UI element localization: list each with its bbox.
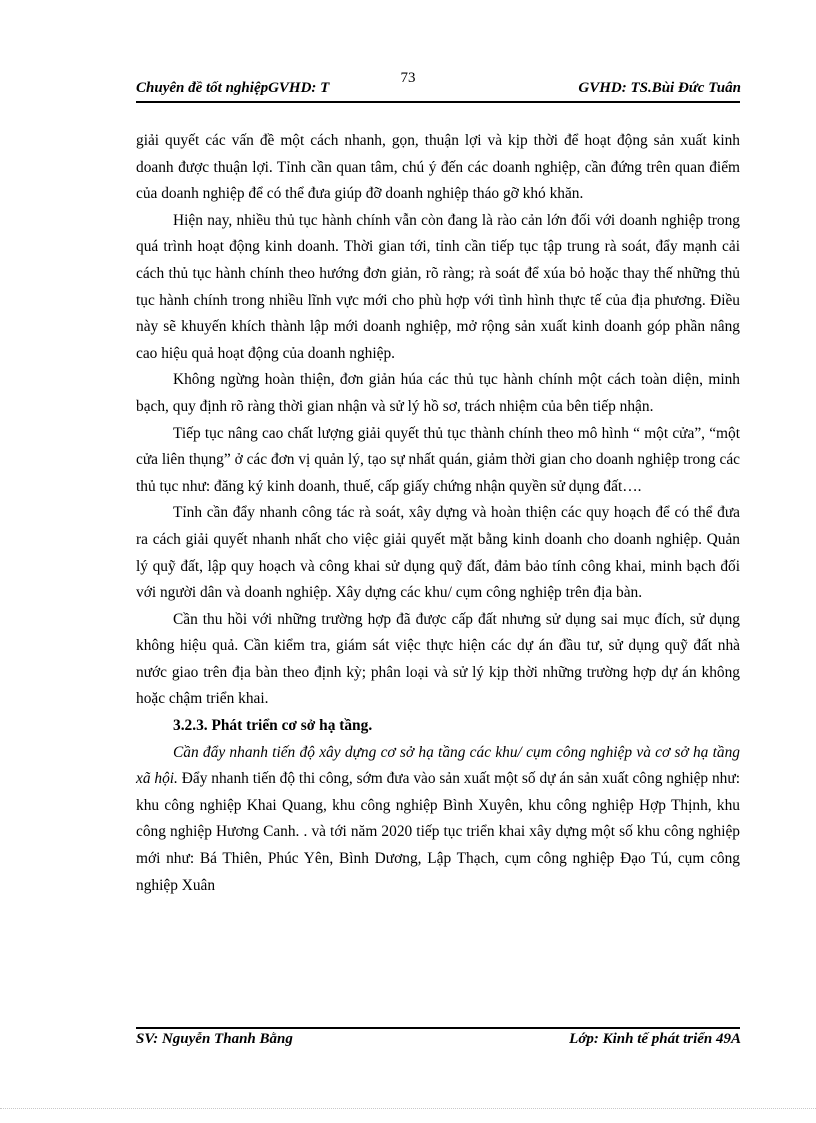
header-topic: Chuyên đề tốt nghiệpGVHD: T <box>136 80 330 96</box>
paragraph-2: Hiện nay, nhiều thủ tục hành chính vẫn còn đang là rào cản lớn đối với doanh nghiệp trong quá trình hoạt động kinh doanh. Thời gian tới, tỉnh cần tiếp tục tập trung rà soát, đẩy mạnh cải cách thủ tục hành chính theo hướng đơn giản, rõ ràng; rà soát để xúa bỏ hoặc thay thế những thủ tục hành chính trong nhiều lĩnh vực mới cho phù hợp với tình hình thực tế của địa phương. Điều này sẽ khuyến khích thành lập mới doanh nghiệp, mở rộng sản xuất kinh doanh góp phần nâng cao hiệu quả hoạt động của doanh nghiệp. <box>136 211 740 362</box>
paragraph-4: Tiếp tục nâng cao chất lượng giải quyết thủ tục thành chính theo mô hình “ một cửa”, “một cửa liên thụng” ở các đơn vị quản lý, tạo sự nhất quán, giảm thời gian cho doanh nghiệp trong các thủ tục như: đăng ký kinh doanh, thuế, cấp giấy chứng nhận quyền sử dụng đất…. <box>136 424 740 495</box>
paragraph-6: Cần thu hồi với những trường hợp đã được cấp đất nhưng sử dụng sai mục đích, sử dụng không hiệu quả. Cần kiểm tra, giám sát việc thực hiện các dự án đầu tư, sử dụng quỹ đất nhà nước giao trên địa bàn theo định kỳ; phân loại và sử lý kịp thời những trường hợp dự án không hoặc chậm triển khai. <box>136 610 740 708</box>
paragraph-7 <box>136 740 740 900</box>
paragraph-3: Không ngừng hoàn thiện, đơn giản húa các thủ tục hành chính một cách toàn diện, minh bạch, quy định rõ ràng thời gian nhận và sử lý hồ sơ, trách nhiệm của bên tiếp nhận. <box>136 371 740 415</box>
header-supervisor: GVHD: TS.Bùi Đức Tuân <box>578 80 741 96</box>
paragraph-7-italic-lead: Cần đẩy nhanh tiến độ xây dựng cơ sở hạ tầng các khu/ cụm công nghiệp và cơ sở hạ tầng xã hội. <box>136 743 740 788</box>
section-heading: 3.2.3. Phát triển cơ sở hạ tầng. <box>173 717 373 735</box>
document-body <box>136 128 740 899</box>
footer-class: Lớp: Kinh tế phát triển 49A <box>569 1031 741 1047</box>
page-number: 73 <box>400 70 416 86</box>
footer-student: SV: Nguyễn Thanh Bằng <box>136 1031 293 1047</box>
paragraph-5: Tỉnh cần đẩy nhanh công tác rà soát, xây dựng và hoàn thiện các quy hoạch để có thể đưa ra cách giải quyết nhanh nhất cho việc giải quyết mặt bằng kinh doanh cho doanh nghiệp. Quản lý quỹ đất, lập quy hoạch và công khai sử dụng quỹ đất, đảm bảo tính công khai, minh bạch đối với người dân và doanh nghiệp. Xây dựng các khu/ cụm công nghiệp trên địa bàn. <box>136 504 740 602</box>
page-bottom-edge <box>0 1108 816 1109</box>
footer-divider <box>136 1027 740 1029</box>
paragraph-7-text: Đẩy nhanh tiến độ thi công, sớm đưa vào sản xuất một số dự án sản xuất công nghiệp như: khu công nghiệp Khai Quang, khu công nghiệp Bình Xuyên, khu công nghiệp Hợp Thịnh, khu công nghiệp Hương Canh. . và tới năm 2020 tiếp tục triển khai xây dựng một số khu công nghiệp mới như: Bá Thiên, Phúc Yên, Bình Dương, Lập Thạch, cụm công nghiệp Đạo Tú, cụm công nghiệp Xuân <box>136 770 740 894</box>
header-divider <box>136 101 740 103</box>
paragraph-1: giải quyết các vấn đề một cách nhanh, gọn, thuận lợi và kịp thời để hoạt động sản xuất kinh doanh được thuận lợi. Tỉnh cần quan tâm, chú ý đến các doanh nghiệp, cần đứng trên quan điểm của doanh nghiệp để có thể đưa giúp đỡ doanh nghiệp tháo gỡ khó khăn. <box>136 132 740 203</box>
